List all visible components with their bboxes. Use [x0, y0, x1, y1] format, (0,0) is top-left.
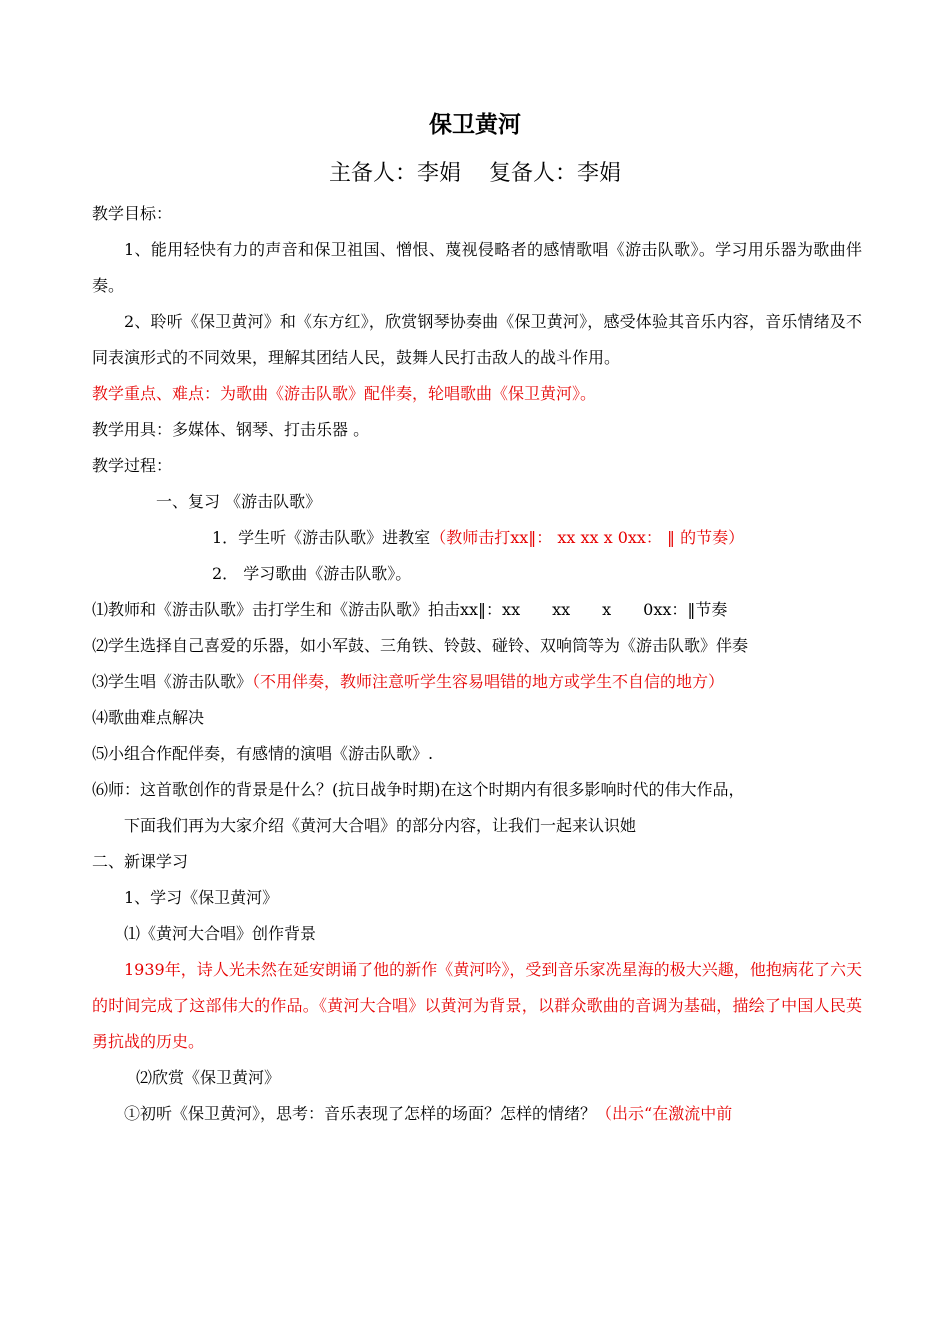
list-item: ⑴《黄河大合唱》创作背景	[124, 924, 317, 943]
list-item: ⑷歌曲难点解决	[92, 708, 205, 727]
document-body	[92, 196, 862, 1132]
display-note: （出示“在激流中前	[596, 1104, 733, 1123]
section-heading: 教学目标：	[92, 204, 173, 223]
paragraph: 2、聆听《保卫黄河》和《东方红》，欣赏钢琴协奏曲《保卫黄河》，感受体验其音乐内容，音乐情绪及不同表演形式的不同效果，理解其团结人民，鼓舞人民打击敌人的战斗作用。	[92, 312, 862, 367]
list-item: ⑸小组合作配伴奏，有感情的演唱《游击队歌》.	[92, 744, 434, 763]
list-item: 1．学生听《游击队歌》进教室（教师击打xx‖： xx xx x 0xx： ‖ 的节奏）	[212, 528, 745, 547]
paragraph: 下面我们再为大家介绍《黄河大合唱》的部分内容，让我们一起来认识她	[124, 816, 637, 835]
main-author: 主备人：李娟	[328, 161, 461, 186]
list-item: ①初听《保卫黄河》，思考：音乐表现了怎样的场面？怎样的情绪？（出示“在激流中前	[124, 1104, 733, 1123]
review-author: 复备人：李娟	[488, 161, 621, 186]
key-points: 教学重点、难点：为歌曲《游击队歌》配伴奏，轮唱歌曲《保卫黄河》。	[92, 384, 597, 403]
list-item: ⑶学生唱《游击队歌》（不用伴奏，教师注意听学生容易唱错的地方或学生不自信的地方）	[92, 672, 725, 691]
subsection-heading: 1、学习《保卫黄河》	[124, 888, 279, 907]
section-heading: 教学过程：	[92, 456, 173, 475]
list-item: ⑵学生选择自己喜爱的乐器，如小军鼓、三角铁、铃鼓、碰铃、双响筒等为《游击队歌》伴奏	[92, 636, 749, 655]
teacher-note: （不用伴奏，教师注意听学生容易唱错的地方或学生不自信的地方）	[252, 672, 725, 691]
authors-line	[0, 156, 950, 187]
list-item: ⑵欣赏《保卫黄河》	[136, 1068, 281, 1087]
rhythm-note: （教师击打xx‖： xx xx x 0xx： ‖ 的节奏）	[430, 528, 745, 547]
list-item: ⑴教师和《游击队歌》击打学生和《游击队歌》拍击xx‖：xx xx x 0xx：‖节奏	[92, 600, 728, 619]
background-paragraph: 1939年，诗人光未然在延安朗诵了他的新作《黄河吟》，受到音乐家冼星海的极大兴趣，他抱病花了六天的时间完成了这部伟大的作品。《黄河大合唱》以黄河为背景，以群众歌曲的音调为基础，描绘了中国人民英勇抗战的历史。	[92, 960, 862, 1051]
subsection-heading: 一、复习 《游击队歌》	[156, 492, 322, 511]
paragraph: 教学用具：多媒体、钢琴、打击乐器 。	[92, 420, 370, 439]
page-title: 保卫黄河	[429, 112, 521, 138]
list-item: ⑹师：这首歌创作的背景是什么？(抗日战争时期)在这个时期内有很多影响时代的伟大作品，	[92, 780, 745, 799]
section-heading: 二、新课学习	[92, 852, 189, 871]
list-item: 2． 学习歌曲《游击队歌》。	[212, 564, 412, 583]
paragraph: 1、能用轻快有力的声音和保卫祖国、憎恨、蔑视侵略者的感情歌唱《游击队歌》。学习用乐器为歌曲伴奏。	[92, 240, 862, 295]
